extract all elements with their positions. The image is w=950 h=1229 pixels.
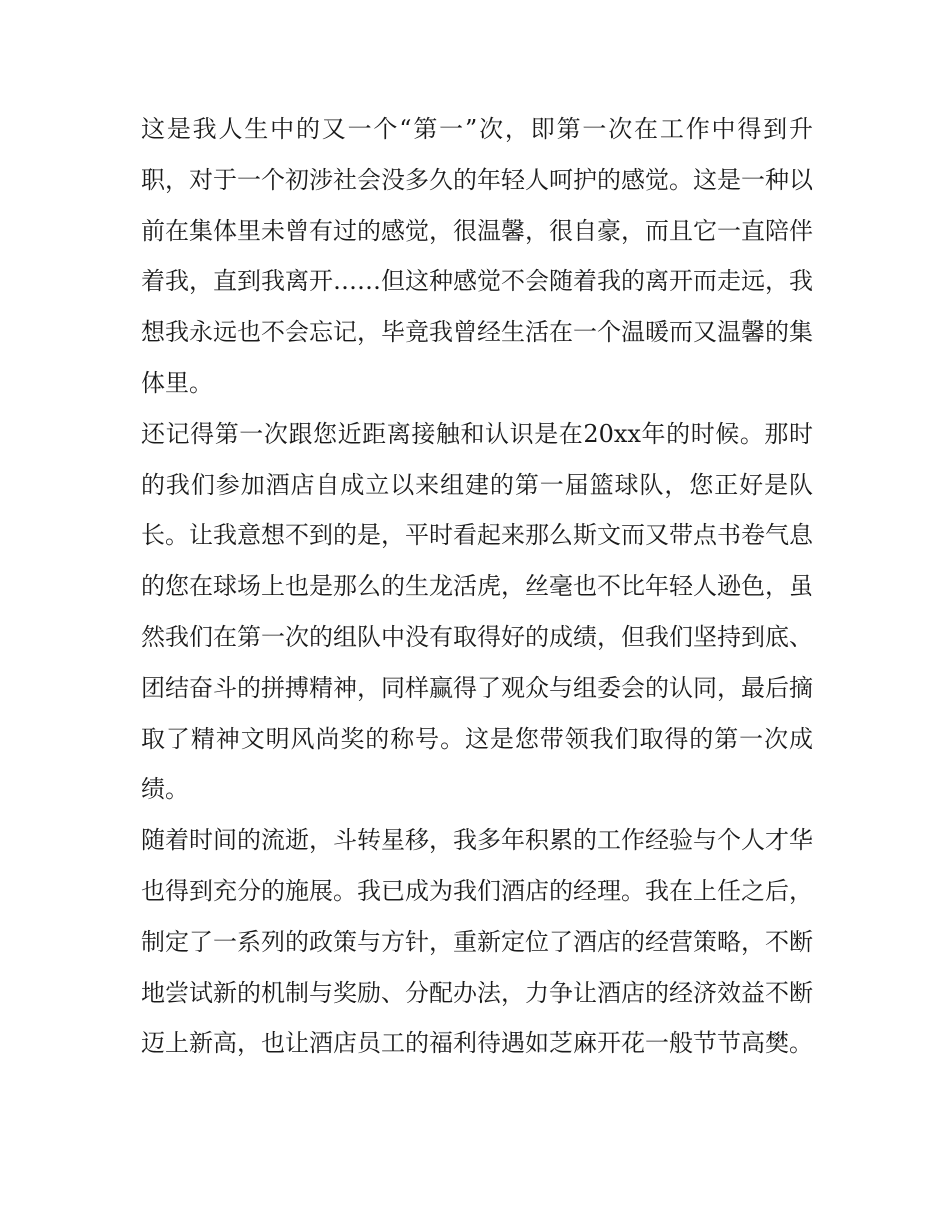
- paragraph-first-promotion: 这是我人生中的又一个“第一”次，即第一次在工作中得到升职，对于一个初涉社会没多久的年轻人呵护的感觉。这是一种以前在集体里未曾有过的感觉，很温馨，很自豪，而且它一直陪伴着我，直到我离开……但这种感觉不会随着我的离开而走远，我想我永远也不会忘记，毕竟我曾经生活在一个温暖而又温馨的集体里。: [141, 115, 813, 397]
- paragraph-hotel-manager: 随着时间的流逝，斗转星移，我多年积累的工作经验与个人才华也得到充分的施展。我已成为我们酒店的经理。我在上任之后，制定了一系列的政策与方针，重新定位了酒店的经营策略，不断地尝试新的机制与奖励、分配办法，力争让酒店的经济效益不断迈上新高，也让酒店员工的福利待遇如芝麻开花一般节节高樊。: [141, 826, 813, 1058]
- paragraph-basketball-team: 还记得第一次跟您近距离接触和认识是在20xx年的时候。那时的我们参加酒店自成立以来组建的第一届篮球队，您正好是队长。让我意想不到的是，平时看起来那么斯文而又带点书卷气息的您在球场上也是那么的生龙活虎，丝毫也不比年轻人逊色，虽然我们在第一次的组队中没有取得好的成绩，但我们坚持到底、团结奋斗的拼搏精神，同样赢得了观众与组委会的认同，最后摘取了精神文明风尚奖的称号。这是您带领我们取得的第一次成绩。: [141, 419, 813, 804]
- document-body: [141, 104, 813, 1069]
